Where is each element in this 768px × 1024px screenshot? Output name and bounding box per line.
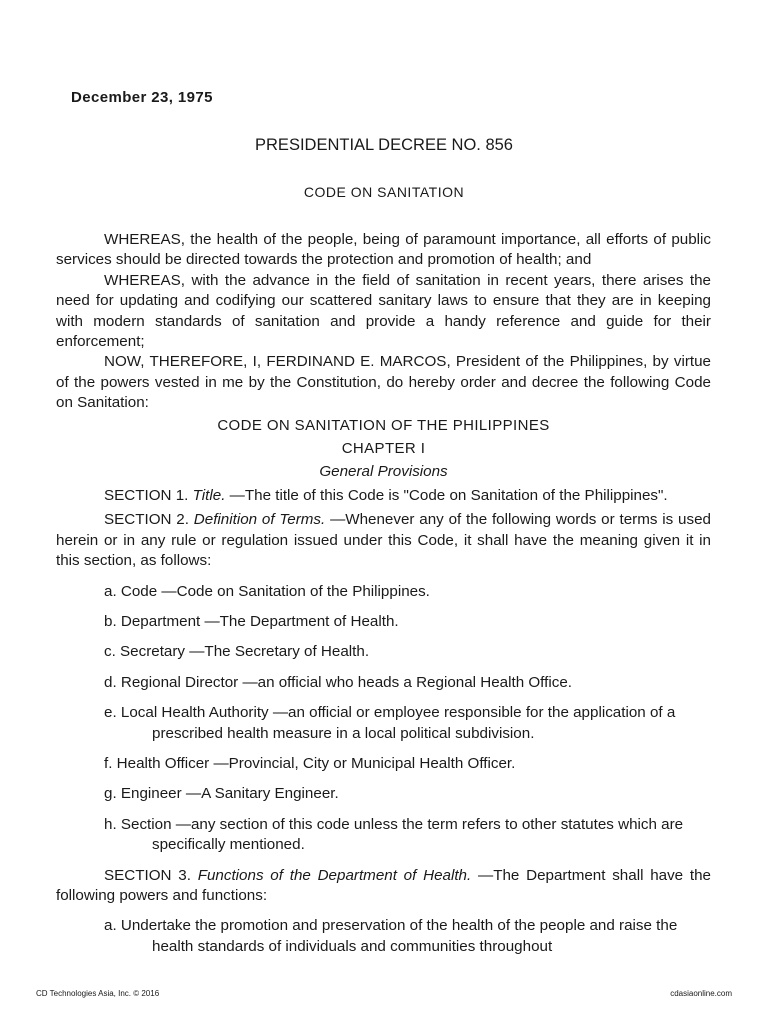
definition-item: h. Section —any section of this code unless the term refers to other statutes which are specifically mentioned. (104, 815, 684, 854)
definition-item: g. Engineer —A Sanitary Engineer. (104, 785, 339, 803)
now-therefore-paragraph: NOW, THEREFORE, I, FERDINAND E. MARCOS, President of the Philippines, by virtue of the powers vested in me by the Constitution, do hereby order and decree the following Code on Sanitation: (56, 353, 711, 412)
definition-item: a. Code —Code on Sanitation of the Philippines. (104, 582, 430, 600)
chapter-subtitle: General Provisions (319, 463, 448, 481)
definition-item: e. Local Health Authority —an official or employee responsible for the application of a prescribed health measure in a local political subdivision. (104, 704, 676, 742)
decree-date: December 23, 1975 (71, 89, 213, 106)
decree-title: PRESIDENTIAL DECREE NO. 856 (255, 136, 513, 154)
functions-list (56, 916, 711, 957)
footer-copyright: CD Technologies Asia, Inc. © 2016 (36, 989, 160, 998)
section-2 (56, 510, 711, 571)
whereas-paragraph-2: WHEREAS, with the advance in the field of sanitation in recent years, there arises the need for updating and codifying our scattered sanitary laws to ensure that they are in keeping with modern standards of sanitation and provide a handy reference and guide for their enforcement; (56, 271, 711, 351)
definition-item: d. Regional Director —an official who heads a Regional Health Office. (104, 673, 572, 691)
section-3-text: —The Department shall have the following powers and functions: (56, 866, 711, 904)
whereas-paragraph-1: WHEREAS, the health of the people, being of paramount importance, all efforts of public services should be directed towards the protection and promotion of health; and (56, 231, 711, 269)
section-3-title: Functions of the Department of Health. (197, 866, 472, 884)
section-1-text: —The title of this Code is "Code on Sanitation of the Philippines". (229, 486, 668, 504)
section-3-label: SECTION 3. (104, 866, 191, 884)
section-3 (56, 866, 711, 907)
code-title: CODE ON SANITATION (303, 184, 465, 200)
section-1 (56, 486, 711, 506)
function-item: a. Undertake the promotion and preservation of the health of the people and raise the health standards of individuals and communities throughout (104, 917, 678, 955)
section-2-label: SECTION 2. (104, 511, 189, 529)
definition-item: b. Department —The Department of Health. (104, 612, 399, 630)
section-1-title: Title. (192, 486, 226, 504)
section-1-label: SECTION 1. (104, 486, 189, 504)
section-2-text: —Whenever any of the following words or terms is used herein or in any rule or regulation issued under this Code, it shall have the meaning given it in this section, as follows: (56, 511, 711, 570)
section-2-title: Definition of Terms. (193, 511, 326, 529)
definition-item: f. Health Officer —Provincial, City or Municipal Health Officer. (104, 754, 516, 772)
definition-item: c. Secretary —The Secretary of Health. (104, 643, 370, 661)
code-full-title: CODE ON SANITATION OF THE PHILIPPINES (217, 416, 550, 434)
definitions-list (56, 582, 711, 856)
footer-website: cdasiaonline.com (670, 989, 732, 998)
chapter-heading: CHAPTER I (341, 440, 426, 458)
document-body (56, 230, 711, 957)
